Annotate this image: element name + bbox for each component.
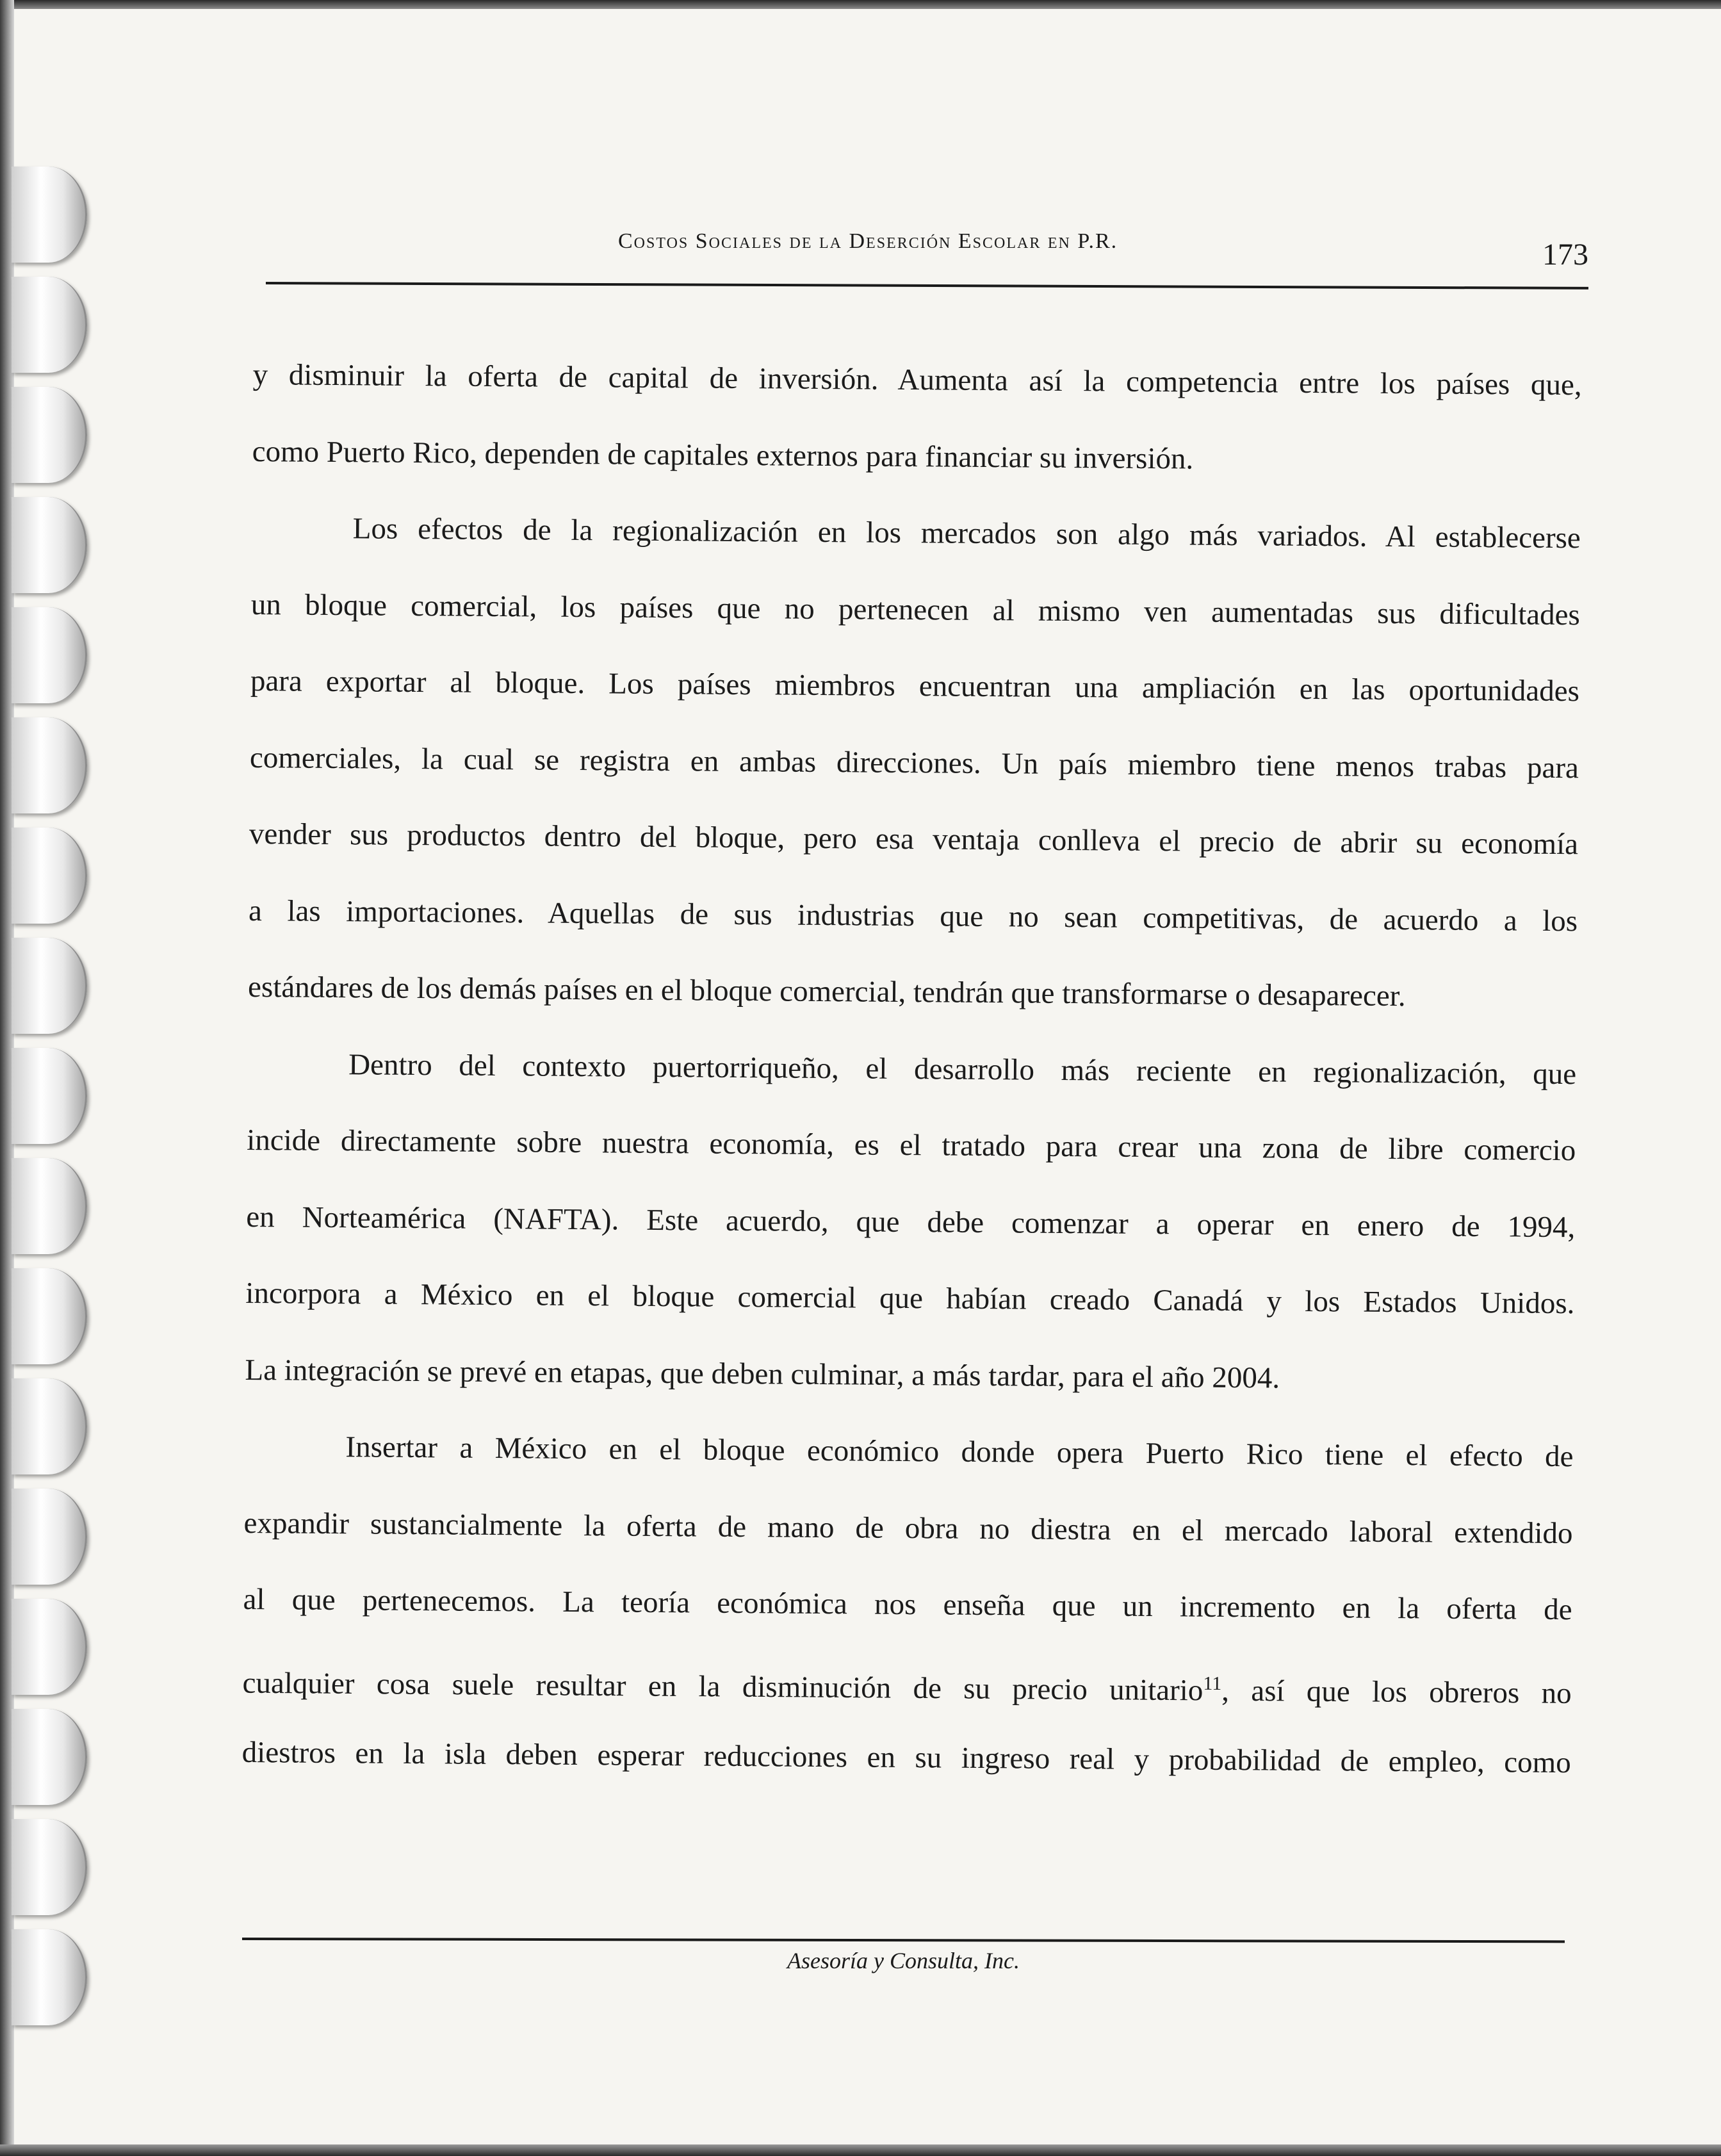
scan-edge-bottom — [0, 2144, 1721, 2156]
text-line: y disminuir la oferta de capital de inversión. Aumenta así la competencia entre los países que, — [252, 357, 1582, 402]
binding-coil — [12, 938, 87, 1034]
scan-edge-top — [0, 0, 1721, 9]
body-text — [241, 349, 1582, 1814]
text-line: para exportar al bloque. Los países miembros encuentran una ampliación en las oportunidades — [250, 664, 1580, 708]
text-line: como Puerto Rico, dependen de capitales externos para financiar su inversión. — [252, 434, 1194, 476]
page-header — [266, 229, 1588, 281]
paragraph-start-line: Los efectos de la regionalización en los mercados son algo más variados. Al establecerse — [352, 512, 1581, 555]
binding-coil — [12, 277, 87, 373]
binding-coil — [12, 1709, 87, 1805]
text-line: incide directamente sobre nuestra economía, es el tratado para crear una zona de libre comercio — [247, 1123, 1576, 1168]
binding-coil — [12, 1268, 87, 1364]
binding-coil — [12, 1048, 87, 1144]
paragraph-start-line: Dentro del contexto puertorriqueño, el desarrollo más reciente en regionalización, que — [348, 1047, 1577, 1091]
text-line: estándares de los demás países en el bloque comercial, tendrán que transformarse o desaparecer. — [247, 970, 1406, 1013]
text-line: expandir sustancialmente la oferta de mano de obra no diestra en el mercado laboral extendido — [243, 1506, 1573, 1550]
binding-coil — [12, 1378, 87, 1474]
running-title: Costos Sociales de la Deserción Escolar en P.R. — [618, 229, 1118, 253]
text-line: al que pertenecemos. La teoría económica nos enseña que un incremento en la oferta de — [243, 1582, 1572, 1627]
text-line: un bloque comercial, los países que no pertenecen al mismo ven aumentadas sus dificultades — [250, 587, 1581, 632]
text-segment: , así que los obreros no — [1221, 1674, 1572, 1710]
binding-coil — [12, 167, 87, 263]
publisher-footer: Asesoría y Consulta, Inc. — [787, 1948, 1020, 1973]
text-segment: cualquier cosa suele resultar en la disminución de su precio unitario — [242, 1666, 1203, 1707]
text-line: incorpora a México en el bloque comercial que habían creado Canadá y los Estados Unidos. — [245, 1276, 1575, 1321]
binding-coil — [12, 717, 87, 813]
text-line: diestros en la isla deben esperar reducciones en su ingreso real y probabilidad de empleo, como — [241, 1735, 1571, 1780]
paragraph-start-line: Insertar a México en el bloque económico donde opera Puerto Rico tiene el efecto de — [345, 1430, 1574, 1474]
page-number: 173 — [1542, 238, 1588, 272]
spiral-binding — [0, 167, 96, 2114]
text-line-with-footnote — [242, 1650, 1572, 1737]
text-line: en Norteamérica (NAFTA). Este acuerdo, que debe comenzar a operar en enero de 1994, — [246, 1200, 1576, 1244]
binding-coil — [12, 497, 87, 593]
binding-coil — [12, 607, 87, 703]
footnote-reference[interactable]: 11 — [1203, 1672, 1222, 1694]
binding-coil — [12, 828, 87, 924]
footer-rule — [242, 1938, 1565, 1943]
binding-coil — [12, 1489, 87, 1585]
text-line: vender sus productos dentro del bloque, pero esa ventaja conlleva el precio de abrir su economía — [249, 817, 1579, 862]
binding-coil — [12, 1158, 87, 1254]
text-line: La integración se prevé en etapas, que deben culminar, a más tardar, para el año 2004. — [245, 1353, 1280, 1395]
header-rule — [266, 282, 1588, 290]
binding-coil — [12, 387, 87, 483]
text-line: comerciales, la cual se registra en ambas direcciones. Un país miembro tiene menos trabas para — [249, 740, 1579, 785]
binding-coil — [12, 1819, 87, 1915]
text-line: a las importaciones. Aquellas de sus industrias que no sean competitivas, de acuerdo a los — [248, 894, 1578, 938]
binding-coil — [12, 1599, 87, 1695]
binding-coil — [12, 1929, 87, 2025]
